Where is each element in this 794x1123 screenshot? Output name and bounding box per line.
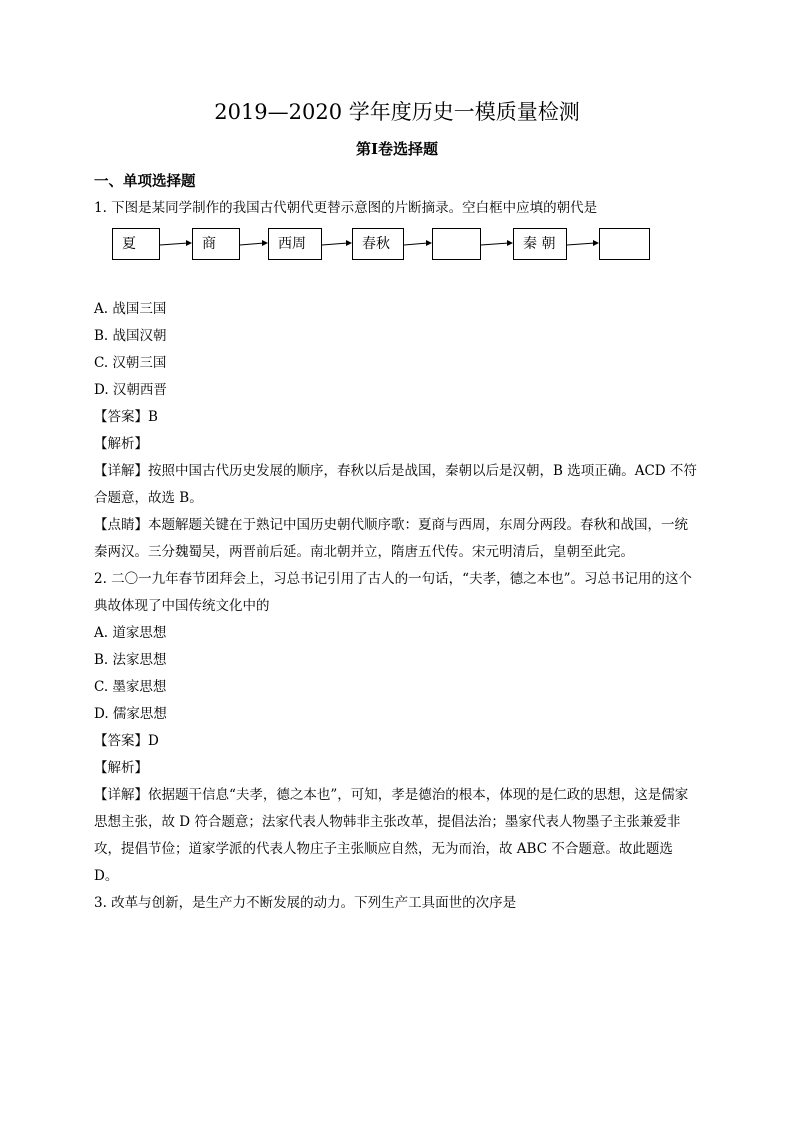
- section-title: 一、单项选择题: [94, 173, 196, 190]
- flow-box-6: 秦 朝: [513, 228, 567, 260]
- option-c: C. 墨家思想: [94, 679, 167, 695]
- option-d: D. 汉朝西晋: [94, 382, 167, 398]
- flow-box-7-blank: [599, 228, 650, 260]
- answer-line: 【答案】D: [94, 733, 159, 749]
- detail-paragraph: 【详解】按照中国古代历史发展的顺序，春秋以后是战国，秦朝以后是汉朝，B 选项正确。ACD 不符合题意，故选 B。: [94, 463, 697, 506]
- option-a: A. 道家思想: [94, 625, 167, 641]
- dynasty-flow-diagram: [112, 228, 672, 282]
- comment-paragraph: 【点睛】本题解题关键在于熟记中国历史朝代顺序歌：夏商与西周，东周分两段。春秋和战国，一统秦两汉。三分魏蜀吴，两晋前后延。南北朝并立，隋唐五代传。宋元明清后，皇朝至此完。: [94, 517, 688, 560]
- arrow-right-icon: [481, 238, 513, 250]
- question-2-stem: 2. 二〇一九年春节团拜会上，习总书记引用了古人的一句话，“夫孝，德之本也”。习总书记用的这个典故体现了中国传统文化中的: [94, 571, 692, 614]
- question-3-stem: 3. 改革与创新，是生产力不断发展的动力。下列生产工具面世的次序是: [94, 895, 517, 911]
- document-body: [94, 168, 700, 917]
- arrow-right-icon: [160, 238, 192, 250]
- analysis-heading: 【解析】: [94, 760, 148, 776]
- flow-box-1: 夏: [112, 228, 160, 260]
- question-1-stem: 1. 下图是某同学制作的我国古代朝代更替示意图的片断摘录。空白框中应填的朝代是: [94, 200, 598, 216]
- arrow-right-icon: [322, 238, 352, 250]
- arrow-right-icon: [567, 238, 599, 250]
- page-subtitle: 第Ⅰ卷选择题: [355, 140, 439, 158]
- analysis-heading: 【解析】: [94, 436, 148, 452]
- option-a: A. 战国三国: [94, 301, 167, 317]
- option-d: D. 儒家思想: [94, 706, 167, 722]
- option-b: B. 战国汉朝: [94, 328, 167, 344]
- detail-paragraph: 【详解】依据题干信息“夫孝，德之本也”，可知，孝是德治的根本，体现的是仁政的思想，这是儒家思想主张，故 D 符合题意；法家代表人物韩非主张改革，提倡法治；墨家代表人物墨子主张兼爱非攻，提倡节俭；道家学派的代表人物庄子主张顺应自然，无为而治，故 ABC 不合题意。故此题选 D。: [94, 787, 689, 884]
- page-title: 2019—2020 学年度历史一模质量检测: [214, 100, 580, 124]
- arrow-right-icon: [240, 238, 268, 250]
- arrow-right-icon: [404, 238, 432, 250]
- flow-box-4: 春秋: [352, 228, 404, 260]
- option-b: B. 法家思想: [94, 652, 167, 668]
- flow-box-5-blank: [432, 228, 481, 260]
- option-c: C. 汉朝三国: [94, 355, 167, 371]
- flow-box-3: 西周: [268, 228, 322, 260]
- flow-box-2: 商: [192, 228, 240, 260]
- answer-line: 【答案】B: [94, 409, 158, 425]
